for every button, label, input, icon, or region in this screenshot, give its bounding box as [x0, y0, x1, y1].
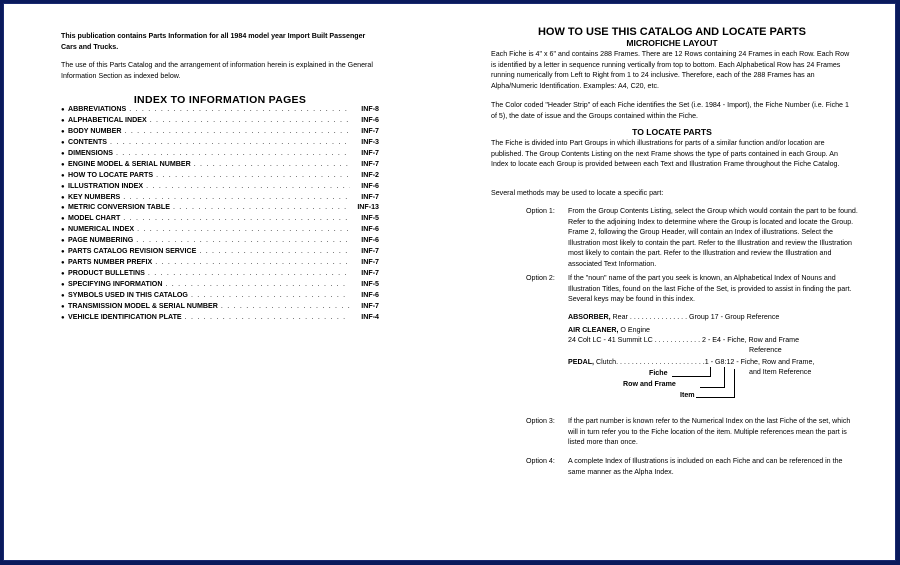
- index-label: KEY NUMBERS: [68, 192, 121, 201]
- dot-leader: [146, 182, 350, 190]
- index-page-ref: INF-7: [361, 159, 379, 168]
- bullet-icon: ●: [61, 282, 65, 288]
- index-label: ENGINE MODEL & SERIAL NUMBER: [68, 159, 191, 168]
- index-row: [61, 225, 379, 236]
- index-row: [61, 214, 379, 225]
- dot-leader: [173, 203, 350, 211]
- locate-parts-heading: TO LOCATE PARTS: [632, 127, 712, 137]
- index-title: INDEX TO INFORMATION PAGES: [133, 94, 307, 106]
- index-label: PRODUCT BULLETINS: [68, 269, 145, 278]
- usage-intro: The use of this Parts Catalog and the arrangement of information herein is explained in the General Information Section as indexed below.: [61, 61, 373, 80]
- index-page-ref: INF-6: [361, 290, 379, 299]
- index-label: HOW TO LOCATE PARTS: [68, 170, 154, 179]
- index-row: [61, 193, 379, 204]
- option-label: Option 4:: [526, 457, 555, 465]
- option-text: A complete Index of Illustrations is included on each Fiche and can be referenced in the same manner as the Alpha Index.: [568, 457, 843, 476]
- bullet-icon: ●: [61, 227, 65, 234]
- index-label: ALPHABETICAL INDEX: [68, 115, 147, 124]
- index-row: [61, 313, 379, 324]
- index-page-ref: INF-7: [361, 301, 379, 310]
- header-strip-description: The Color coded "Header Strip" of each Fiche identifies the Set (i.e. 1984 - Import), the Fiche Number (i.e. Fiche 1 of 5), the date of issue and the Groups contained within the Fiche.: [491, 101, 849, 120]
- index-label: CONTENTS: [68, 137, 108, 146]
- index-page-ref: INF-2: [361, 170, 379, 179]
- dot-leader: [123, 193, 350, 201]
- example-air-cleaner-ref2: Reference: [749, 346, 782, 354]
- page-title: HOW TO USE THIS CATALOG AND LOCATE PARTS: [537, 26, 807, 38]
- bullet-icon: ●: [61, 216, 65, 223]
- index-page-ref: INF-6: [361, 236, 379, 245]
- index-label: VEHICLE IDENTIFICATION PLATE: [68, 312, 182, 321]
- index-label: SYMBOLS USED IN THIS CATALOG: [68, 290, 188, 299]
- index-row: [61, 105, 379, 116]
- bullet-icon: ●: [61, 107, 65, 113]
- index-row: [61, 291, 379, 302]
- bullet-icon: ●: [61, 260, 65, 267]
- bullet-icon: ●: [61, 183, 65, 190]
- dot-leader: [110, 138, 350, 146]
- index-page-ref: INF-3: [361, 137, 379, 146]
- dot-leader: [156, 171, 350, 179]
- index-label: ILLUSTRATION INDEX: [68, 181, 144, 190]
- index-label: MODEL CHART: [68, 214, 121, 223]
- option-label: Option 1:: [526, 207, 555, 215]
- example-air-cleaner: AIR CLEANER, O Engine: [568, 326, 651, 334]
- index-page-ref: INF-8: [361, 105, 379, 113]
- index-page-ref: INF-7: [361, 269, 379, 278]
- index-row: [61, 116, 379, 127]
- example-air-cleaner-ref: 24 Colt LC - 41 Summit LC . . . . . . . . . . . . 2 - E4 - Fiche, Row and Frame: [568, 336, 800, 344]
- index-row: [61, 269, 379, 280]
- index-label: NUMERICAL INDEX: [68, 225, 135, 234]
- bullet-icon: ●: [61, 128, 65, 135]
- part-groups-description: The Fiche is divided into Part Groups in which illustrations for parts of a similar function and/or location are published. The Group Contents Listing on the next Frame shows the type of parts contained in each Group. An Index to locate each Group is provided between each Text and Illustration Frame throughout the Fiche Catalog.: [491, 139, 840, 169]
- bullet-icon: ●: [61, 249, 65, 256]
- index-label: METRIC CONVERSION TABLE: [68, 203, 170, 212]
- bullet-icon: ●: [61, 150, 65, 157]
- bullet-icon: ●: [61, 139, 65, 146]
- index-page-ref: INF-6: [361, 181, 379, 190]
- dot-leader: [191, 291, 350, 299]
- methods-intro: Several methods may be used to locate a specific part:: [491, 189, 664, 197]
- dot-leader: [123, 214, 350, 222]
- example-absorber: ABSORBER, Rear . . . . . . . . . . . . . . . Group 17 - Group Reference: [568, 313, 780, 321]
- dot-leader: [150, 116, 350, 124]
- bullet-icon: ●: [61, 292, 65, 299]
- dot-leader: [124, 127, 350, 135]
- index-row: [61, 302, 379, 313]
- index-page-ref: INF-5: [361, 214, 379, 223]
- index-row: [61, 171, 379, 182]
- index-row: [61, 280, 379, 291]
- option-label: Option 3:: [526, 417, 555, 425]
- option-text: From the Group Contents Listing, select the Group which would contain the part to be found. Refer to the adjoining Index to determine where the Group is located and locate the Group. Frame 2, following the Group Header, will contain an Index of illustrations. Select the Illustration most likely to contain the part. Refer to the Illustration and review the Illustration most likely to contain the part. Refer to the Illustration and review the Illustration and associated Text Information.: [568, 207, 858, 268]
- index-label: BODY NUMBER: [68, 126, 122, 135]
- catalog-page: [3, 3, 896, 561]
- dot-leader: [165, 280, 350, 288]
- dot-leader: [148, 269, 350, 277]
- bullet-icon: ●: [61, 172, 65, 179]
- option-label: Option 2:: [526, 274, 555, 282]
- option-text: If the part number is known refer to the Numerical Index on the last Fiche of the set, which will in turn refer you to the Fiche location of the item. Multiple references mean the part is listed more than once.: [568, 417, 851, 447]
- microfiche-layout-heading: MICROFICHE LAYOUT: [626, 38, 718, 48]
- index-list: [61, 105, 379, 324]
- index-page-ref: INF-4: [361, 312, 379, 321]
- dot-leader: [221, 302, 350, 310]
- index-page-ref: INF-7: [361, 247, 379, 256]
- index-label: SPECIFYING INFORMATION: [68, 280, 163, 288]
- dot-leader: [199, 247, 350, 255]
- index-page-ref: INF-5: [361, 280, 379, 288]
- publication-intro: This publication contains Parts Information for all 1984 model year Import Built Passenger Cars and Trucks.: [61, 32, 366, 51]
- dot-leader: [137, 225, 350, 233]
- left-column: [61, 4, 379, 560]
- bullet-icon: ●: [61, 205, 65, 212]
- dot-leader: [136, 236, 350, 244]
- index-row: [61, 236, 379, 247]
- bracket-item: [696, 369, 735, 398]
- option-text: If the "noun" name of the part you seek is known, an Alphabetical Index of Nouns and Illustration Titles, found on the last Fiche of the Set, is provided to assist in finding the part. Several keys may be found in this index.: [568, 274, 852, 304]
- example-pedal-ref: and Item Reference: [749, 368, 812, 376]
- bullet-icon: ●: [61, 117, 65, 124]
- bullet-icon: ●: [61, 161, 65, 168]
- index-label: TRANSMISSION MODEL & SERIAL NUMBER: [68, 301, 218, 310]
- index-page-ref: INF-7: [361, 258, 379, 267]
- index-label: PAGE NUMBERING: [68, 236, 134, 245]
- index-row: [61, 203, 379, 214]
- bullet-icon: ●: [61, 271, 65, 278]
- bullet-icon: ●: [61, 238, 65, 245]
- example-pedal: PEDAL, Clutch. . . . . . . . . . . . . . . . . . . . . . .1 - G8:12 - Fiche, Row and Frame,: [568, 358, 815, 366]
- bullet-icon: ●: [61, 314, 65, 321]
- index-page-ref: INF-7: [361, 192, 379, 201]
- bullet-icon: ●: [61, 303, 65, 310]
- index-row: [61, 149, 379, 160]
- index-page-ref: INF-6: [361, 225, 379, 234]
- key-fiche: Fiche: [649, 369, 668, 377]
- index-row: [61, 160, 379, 171]
- key-item: Item: [680, 391, 695, 399]
- dot-leader: [194, 160, 350, 168]
- index-page-ref: INF-7: [361, 126, 379, 135]
- index-label: PARTS NUMBER PREFIX: [68, 258, 153, 267]
- dot-leader: [185, 313, 350, 321]
- bullet-icon: ●: [61, 194, 65, 201]
- key-row-and-frame: Row and Frame: [623, 380, 676, 388]
- index-row: [61, 258, 379, 269]
- index-row: [61, 182, 379, 193]
- index-page-ref: INF-13: [357, 203, 379, 212]
- index-row: [61, 138, 379, 149]
- right-column: [491, 4, 858, 560]
- fiche-description: Each Fiche is 4" x 6" and contains 288 Frames. There are 12 Rows containing 24 Frames in each Row. Each Row is identified by a letter in sequence running vertically from top to bottom. Each Alphabetical Row has 24 Frames running numerically from Left to Right from 1 to 24 inclusive. Therefore, each of the 288 Frames has an Alpha/Numeric Identification. Examples: A4, C20, etc.: [491, 50, 850, 90]
- index-page-ref: INF-7: [361, 148, 379, 157]
- index-row: [61, 247, 379, 258]
- index-label: DIMENSIONS: [68, 148, 113, 157]
- dot-leader: [116, 149, 350, 157]
- index-label: PARTS CATALOG REVISION SERVICE: [68, 247, 197, 256]
- index-row: [61, 127, 379, 138]
- index-page-ref: INF-6: [361, 115, 379, 124]
- dot-leader: [129, 105, 350, 113]
- index-label: ABBREVIATIONS: [68, 105, 127, 113]
- dot-leader: [155, 258, 350, 266]
